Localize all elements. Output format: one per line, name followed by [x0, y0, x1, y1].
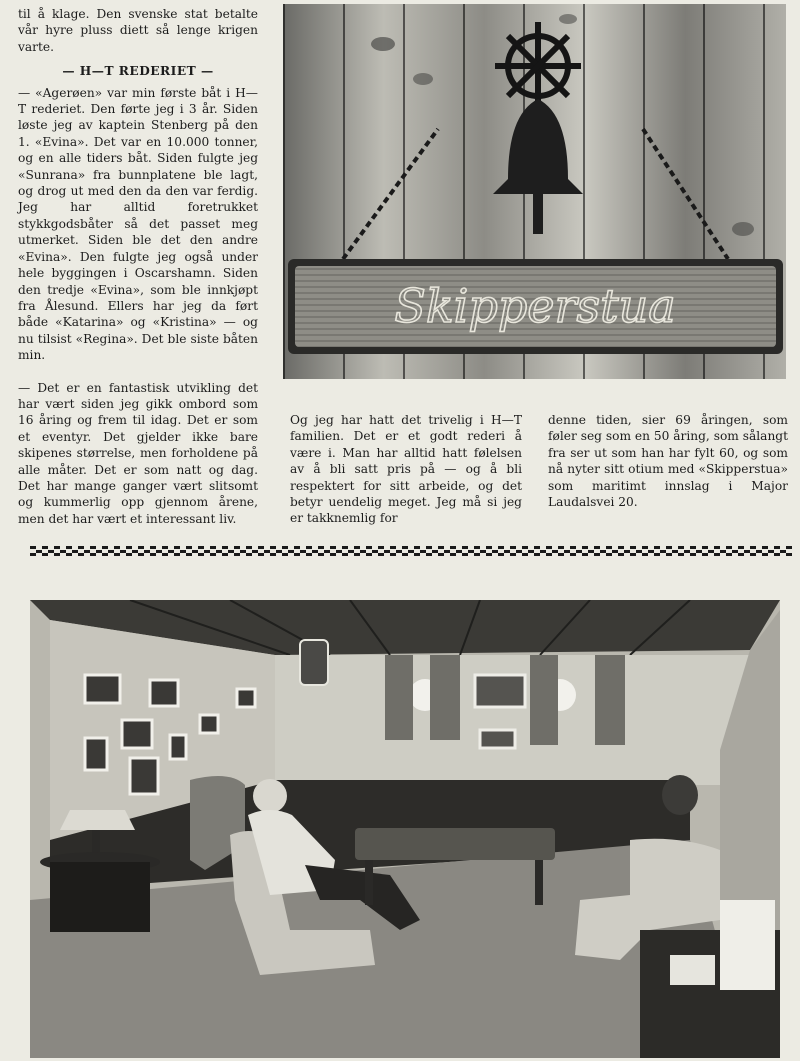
- article-column-3: [548, 412, 788, 510]
- article-column-1: [18, 6, 258, 527]
- room-illustration: [30, 600, 780, 1058]
- decorative-divider: [30, 546, 792, 556]
- ship-wheel-icon: [495, 22, 581, 110]
- paragraph-development: — Det er en fantastisk utvikling det har vært siden jeg gikk ombord som 16 åring og frem til idag. Det er som et eventyr. Det gjelder ikke bare skipenes størrelse, men forholdene på alle måter. Det er som natt og dag. Det har mange ganger vært slitsomt og kummerlig opp gjennom årene, men det har vært et interessant liv.: [18, 380, 258, 526]
- paragraph-ships: — «Agerøen» var min første båt i H—T rederiet. Den førte jeg i 3 år. Siden løste jeg av kaptein Stenberg på den 1. «Evina». Det var en 10.000 tonner, og en alle tiders båt. Siden fulgte jeg «Sunrana» fra bunnplatene ble lagt, og drog ut med den da den var ferdig. Jeg har alltid foretrukket stykkgodsbåter så det passet meg utmerket. Siden ble det den andre «Evina». Den fulgte jeg også under hele byggingen i Oscarshamn. Siden den tredje «Evina», som ble innkjøpt fra Ålesund. Ellers har jeg da ført både «Katarina» og «Kristina» — og nu tilsist «Regina». Det ble siste båten min.: [18, 85, 258, 363]
- bell-sign-illustration: [283, 4, 786, 379]
- sign-text: Skipperstua: [394, 279, 676, 333]
- photo-skipperstua-sign: [283, 4, 786, 379]
- bell-icon: [493, 99, 583, 194]
- intro-paragraph: til å klage. Den svenske stat betalte vår hyre pluss diett så lenge krigen varte.: [18, 7, 258, 54]
- photo-skipperstua-room: [30, 600, 780, 1058]
- article-column-2: [290, 412, 522, 527]
- paragraph-otium: denne tiden, sier 69 åringen, som føler seg som en 50 åring, som sålangt fra ser ut som han har fylt 60, og som nå nyter sitt otium med «Skipperstua» som maritimt innslag i Major Laudalsvei 20.: [548, 413, 788, 510]
- section-heading: — H—T REDERIET —: [62, 64, 214, 79]
- paragraph-family: Og jeg har hatt det trivelig i H—T familien. Det er et godt rederi å være i. Man har alltid hatt følelsen av å bli satt pris på — og å bli respektert for sitt arbeide, og det betyr uendelig meget. Jeg må si jeg er takknemlig for: [290, 413, 522, 526]
